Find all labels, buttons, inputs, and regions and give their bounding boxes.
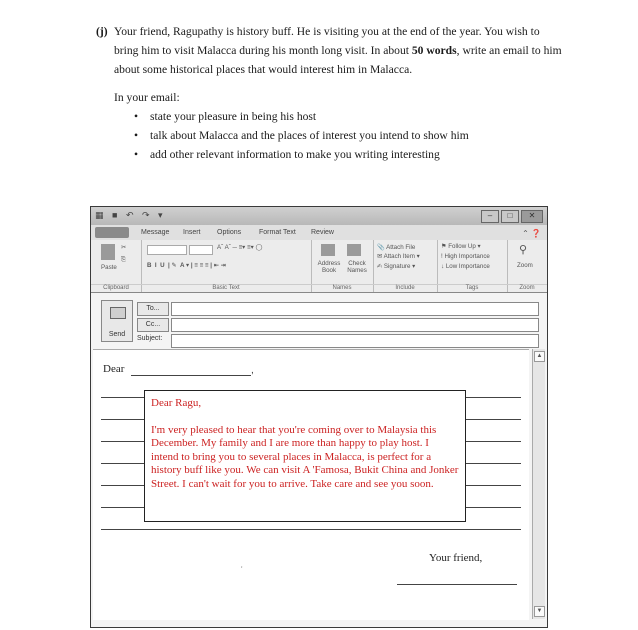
scroll-up-icon[interactable]: ▲ — [534, 351, 545, 362]
letter-greeting: Dear Ragu, — [151, 397, 202, 409]
close-icon[interactable]: ✕ — [521, 210, 543, 223]
follow-up-button[interactable]: ⚑ Follow Up ▾ — [441, 243, 481, 250]
names-group — [311, 240, 374, 292]
bullet-item: • state your pleasure in being his host — [134, 107, 469, 126]
zoom-label: Zoom — [507, 284, 547, 291]
answer-letter-box — [144, 390, 466, 522]
dear-label: Dear — [103, 363, 125, 375]
scan-speck: ʹ — [241, 565, 243, 574]
basic-text-group — [141, 240, 312, 292]
title-bar — [91, 207, 547, 225]
format-buttons[interactable]: B I U | ✎ A ▾ | ≡ ≡ ≡ | ⇤ ⇥ — [147, 262, 226, 269]
question-block — [96, 22, 566, 79]
tab-options[interactable]: Options — [217, 229, 242, 236]
include-group — [373, 240, 438, 292]
quick-access-toolbar[interactable]: ▦ ■ ↶ ↷ ▾ — [95, 210, 166, 220]
font-size-select[interactable] — [189, 245, 213, 255]
address-book-icon[interactable] — [321, 244, 335, 256]
low-importance-button[interactable]: ↓ Low Importance — [441, 263, 490, 270]
zoom-button[interactable]: Zoom — [517, 262, 533, 269]
maximize-icon[interactable]: □ — [501, 210, 519, 223]
tab-format-text[interactable]: Format Text — [259, 229, 296, 236]
clipboard-label: Clipboard — [91, 284, 141, 291]
high-importance-button[interactable]: ! High Importance — [441, 253, 490, 260]
attach-item-button[interactable]: ✉ Attach Item ▾ — [377, 253, 420, 260]
send-button[interactable] — [101, 300, 133, 342]
cc-button[interactable]: Cc... — [137, 318, 169, 332]
to-field[interactable] — [171, 302, 539, 316]
question-number: (j) — [96, 25, 108, 38]
ribbon — [91, 240, 547, 293]
instruction-bullets — [134, 107, 469, 164]
word-count-bold: 50 words — [411, 44, 457, 57]
tab-message[interactable]: Message — [141, 229, 170, 236]
font-name-select[interactable] — [147, 245, 187, 255]
address-book-button[interactable]: Address Book — [317, 260, 341, 274]
include-label: Include — [373, 284, 437, 291]
tab-file[interactable] — [95, 227, 129, 238]
scroll-down-icon[interactable]: ▼ — [534, 606, 545, 617]
tags-label: Tags — [437, 284, 507, 291]
in-your-email-label: In your email: — [114, 91, 180, 104]
signature-line — [397, 584, 517, 585]
ribbon-tabs — [91, 225, 547, 240]
question-text — [114, 22, 566, 79]
subject-label: Subject: — [137, 335, 163, 342]
zoom-group — [507, 240, 547, 292]
copy-icon[interactable]: ⎘ — [121, 256, 126, 263]
grow-font-icon[interactable]: Aˆ Aˇ ─ ≡▾ ≡▾ ◯ — [217, 244, 263, 251]
to-button[interactable]: To... — [137, 302, 169, 316]
clipboard-group — [91, 240, 142, 292]
attach-file-button[interactable]: 📎 Attach File — [377, 244, 416, 251]
dear-name-line — [131, 375, 251, 376]
help-icon[interactable]: ⌃ ❓ — [522, 229, 541, 238]
body-scrollbar[interactable] — [532, 349, 545, 619]
send-label: Send — [108, 331, 126, 338]
question-text-part2: , write an email to him about some historical places that would interest him in Malacca. — [114, 44, 562, 76]
send-envelope-icon — [110, 307, 126, 319]
paste-label: Paste — [101, 264, 117, 271]
basic-text-label: Basic Text — [141, 284, 311, 291]
bullet-item: • talk about Malacca and the places of interest you intend to show him — [134, 126, 469, 145]
your-friend-label: Your friend, — [429, 552, 483, 564]
window-controls — [481, 210, 543, 223]
tab-review[interactable]: Review — [311, 229, 334, 236]
names-label: Names — [311, 284, 373, 291]
subject-field[interactable] — [171, 334, 539, 348]
tab-insert[interactable]: Insert — [183, 229, 201, 236]
check-names-button[interactable]: Check Names — [347, 260, 367, 274]
writing-line — [101, 529, 521, 530]
tags-group — [437, 240, 508, 292]
dear-comma: , — [251, 365, 254, 376]
cut-icon[interactable]: ✂ — [121, 244, 127, 251]
paste-icon[interactable] — [101, 244, 115, 260]
bullet-item: • add other relevant information to make you writing interesting — [134, 145, 469, 164]
zoom-icon[interactable]: ⚲ — [519, 244, 528, 256]
minimize-icon[interactable]: – — [481, 210, 499, 223]
letter-body: I'm very pleased to hear that you're coming over to Malaysia this December. My family and I are more than happy to play host. I intend to bring you to several places in Malacca, is perfect for a history buff like you. We can visit A 'Famosa, Bukit China and Jonker Street. I can't wait for you to arrive. Take care and see you soon. — [151, 423, 459, 490]
check-names-icon[interactable] — [347, 244, 361, 256]
question-text-part1: Your friend, Ragupathy is history buff. He is visiting you at the end of the year. You wish to bring him to visit Malacca during his month long visit. In about — [114, 25, 540, 57]
cc-field[interactable] — [171, 318, 539, 332]
signature-button[interactable]: ✍ Signature ▾ — [377, 263, 416, 270]
